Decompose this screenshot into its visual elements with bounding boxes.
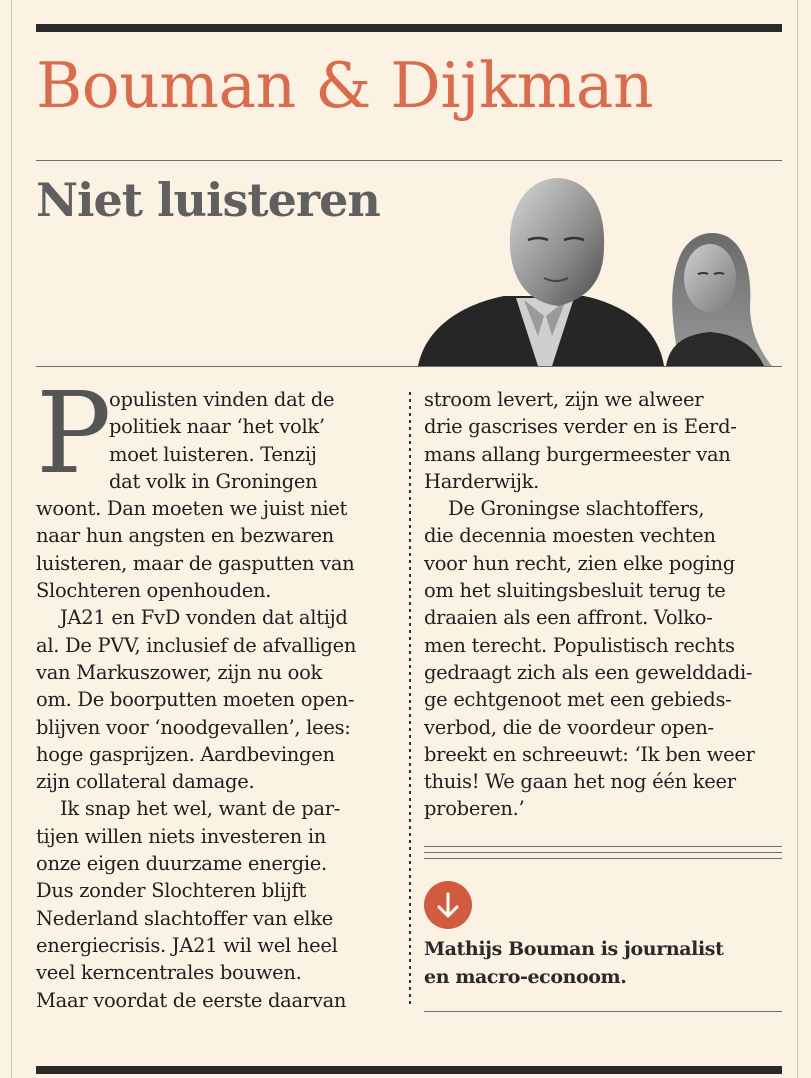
text-line: van Markuszower, zijn nu ook xyxy=(36,660,323,684)
text-line: zijn collateral damage. xyxy=(36,770,255,794)
author-bio-line: en macro-econoom. xyxy=(424,966,627,988)
article-right-column xyxy=(424,386,782,823)
text-line: verbod, die de voordeur open- xyxy=(424,715,714,739)
text-line: woont. Dan moeten we juist niet xyxy=(36,497,348,521)
text-line: drie gascrises verder en is Eerd- xyxy=(424,415,737,439)
text-line: opulisten vinden dat de xyxy=(109,388,335,411)
text-line: Nederland slachtoffer van elke xyxy=(36,906,334,930)
paragraph-1 xyxy=(36,386,396,604)
paragraph-3-continued xyxy=(424,386,782,495)
text-line: dat volk in Groningen xyxy=(109,469,318,493)
top-rule xyxy=(36,24,782,32)
paragraph-4 xyxy=(424,495,782,823)
text-line: Maar voordat de eerste daarvan xyxy=(36,988,347,1012)
text-line: Dus zonder Slochteren blijft xyxy=(36,879,306,903)
text-line: luisteren, maar de gasputten van xyxy=(36,551,355,575)
text-line: moet luisteren. Tenzij xyxy=(109,442,317,466)
text-line: men terecht. Populistisch rechts xyxy=(424,633,735,657)
end-rule-middle xyxy=(424,852,782,853)
text-line: om. De boorputten moeten open- xyxy=(36,688,355,712)
column-masthead: Bouman & Dijkman xyxy=(36,49,654,122)
text-line: die decennia moesten vechten xyxy=(424,524,716,548)
author-bio xyxy=(424,935,782,991)
drop-cap: P xyxy=(36,369,112,499)
text-line: onze eigen duurzame energie. xyxy=(36,852,327,876)
text-line: blijven voor ‘noodgevallen’, lees: xyxy=(36,715,351,739)
bio-bottom-rule xyxy=(424,1011,782,1012)
text-line: JA21 en FvD vonden dat altijd xyxy=(60,606,348,630)
end-rule-bottom xyxy=(424,858,782,859)
text-line: draaien als een affront. Volko- xyxy=(424,606,713,630)
text-line: Ik snap het wel, want de par- xyxy=(60,797,341,821)
paragraph-2 xyxy=(36,604,396,795)
text-line: naar hun angsten en bezwaren xyxy=(36,524,334,548)
arrow-down-button[interactable] xyxy=(424,881,472,929)
masthead-divider xyxy=(36,160,782,161)
text-line: Harderwijk. xyxy=(424,469,539,493)
column-divider-dotted xyxy=(409,392,411,1006)
article-left-column xyxy=(36,386,396,1014)
text-line: voor hun recht, zien elke poging xyxy=(424,551,735,575)
text-line: politiek naar ‘het volk’ xyxy=(109,415,325,439)
text-line: energiecrisis. JA21 wil wel heel xyxy=(36,933,338,957)
author-portrait-photo xyxy=(408,166,782,366)
text-line: gedraagt zich als een gewelddadi- xyxy=(424,660,753,684)
text-line: Slochteren openhouden. xyxy=(36,579,272,603)
page-edge-left xyxy=(11,0,12,1078)
text-line: proberen.’ xyxy=(424,797,525,821)
woman-figure xyxy=(666,233,772,366)
man-figure xyxy=(418,178,664,366)
text-line: thuis! We gaan het nog één keer xyxy=(424,770,736,794)
article-headline: Niet luisteren xyxy=(36,173,380,227)
text-line: ge echtgenoot met een gebieds- xyxy=(424,688,732,712)
text-line: De Groningse slachtoffers, xyxy=(448,497,705,521)
page-edge-right xyxy=(797,0,798,1078)
arrow-down-icon xyxy=(424,881,472,929)
text-line: veel kerncentrales bouwen. xyxy=(36,961,302,985)
end-rule-top xyxy=(424,846,782,847)
text-line: breekt en schreeuwt: ‘Ik ben weer xyxy=(424,742,755,766)
paragraph-3 xyxy=(36,795,396,1013)
headline-divider xyxy=(36,366,782,367)
text-line: al. De PVV, inclusief de afvalligen xyxy=(36,633,357,657)
text-line: stroom levert, zijn we alweer xyxy=(424,388,704,411)
bottom-rule xyxy=(36,1066,782,1074)
text-line: mans allang burgermeester van xyxy=(424,442,731,466)
text-line: hoge gasprijzen. Aardbevingen xyxy=(36,742,335,766)
text-line: tijen willen niets investeren in xyxy=(36,824,327,848)
author-bio-line: Mathijs Bouman is journalist xyxy=(424,938,724,960)
text-line: om het sluitingsbesluit terug te xyxy=(424,579,726,603)
